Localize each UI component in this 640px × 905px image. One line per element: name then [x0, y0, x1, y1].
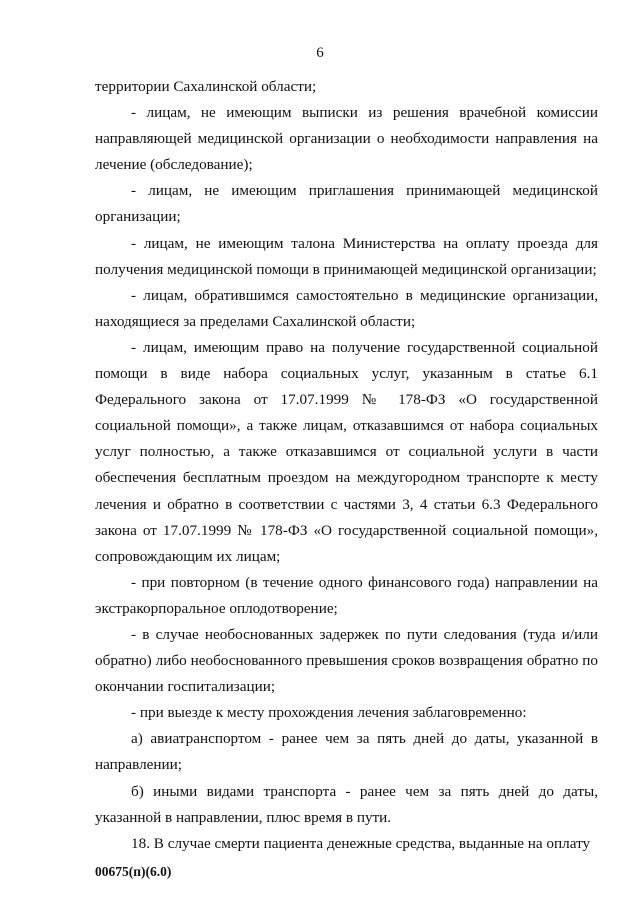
- paragraph-early-departure: - при выезде к месту прохождения лечения заблаговременно:: [131, 704, 527, 722]
- document-code: 00675(п)(6.0): [95, 864, 172, 879]
- paragraph-no-commission-extract: - лицам, не имеющим выписки из решения врачебной комиссии направляющей медицинской организации о необходимости направления на лечение (обследование);: [95, 104, 598, 174]
- paragraph-social-assistance: - лицам, имеющим право на получение государственной социальной помощи в виде набора социальных услуг, указанным в статье 6.1 Федерального закона от 17.07.1999 № 178-ФЗ «О государственной социальной помощи», а также лицам, отказавшимся от набора социальных услуг полностью, а также отказавшимся от социальной услуги в части обеспечения бесплатным проездом на междугородном транспорте к месту лечения и обратно в соответствии с частями 3, 4 статьи 6.3 Федерального закона от 17.07.1999 № 178-ФЗ «О государственной социальной помощи», сопровождающим их лицам;: [95, 338, 598, 565]
- paragraph-no-ministry-coupon: - лицам, не имеющим талона Министерства на оплату проезда для получения медицинской помощи в принимающей медицинской организации;: [95, 234, 598, 278]
- paragraph-unjustified-delays: - в случае необоснованных задержек по пути следования (туда и/или обратно) либо необоснованного превышения сроков возвращения обратно по окончании госпитализации;: [95, 625, 598, 696]
- paragraph-self-referred: - лицам, обратившимся самостоятельно в медицинские организации, находящиеся за пределами Сахалинской области;: [95, 286, 598, 330]
- paragraph-continuation: территории Сахалинской области;: [95, 78, 317, 95]
- paragraph-no-invitation: - лицам, не имеющим приглашения принимающей медицинской организации;: [95, 182, 598, 226]
- paragraph-other-transport: б) иными видами транспорта - ранее чем за пять дней до даты, указанной в направлении, плюс время в пути.: [95, 782, 598, 826]
- paragraph-repeat-ivf: - при повторном (в течение одного финансового года) направлении на экстракорпоральное оплодотворение;: [95, 573, 598, 617]
- document-body: [95, 74, 598, 857]
- page-number: 6: [316, 45, 324, 61]
- paragraph-item-18: 18. В случае смерти пациента денежные средства, выданные на оплату: [131, 834, 591, 852]
- paragraph-air-transport: а) авиатранспортом - ранее чем за пять дней до даты, указанной в направлении;: [95, 730, 598, 774]
